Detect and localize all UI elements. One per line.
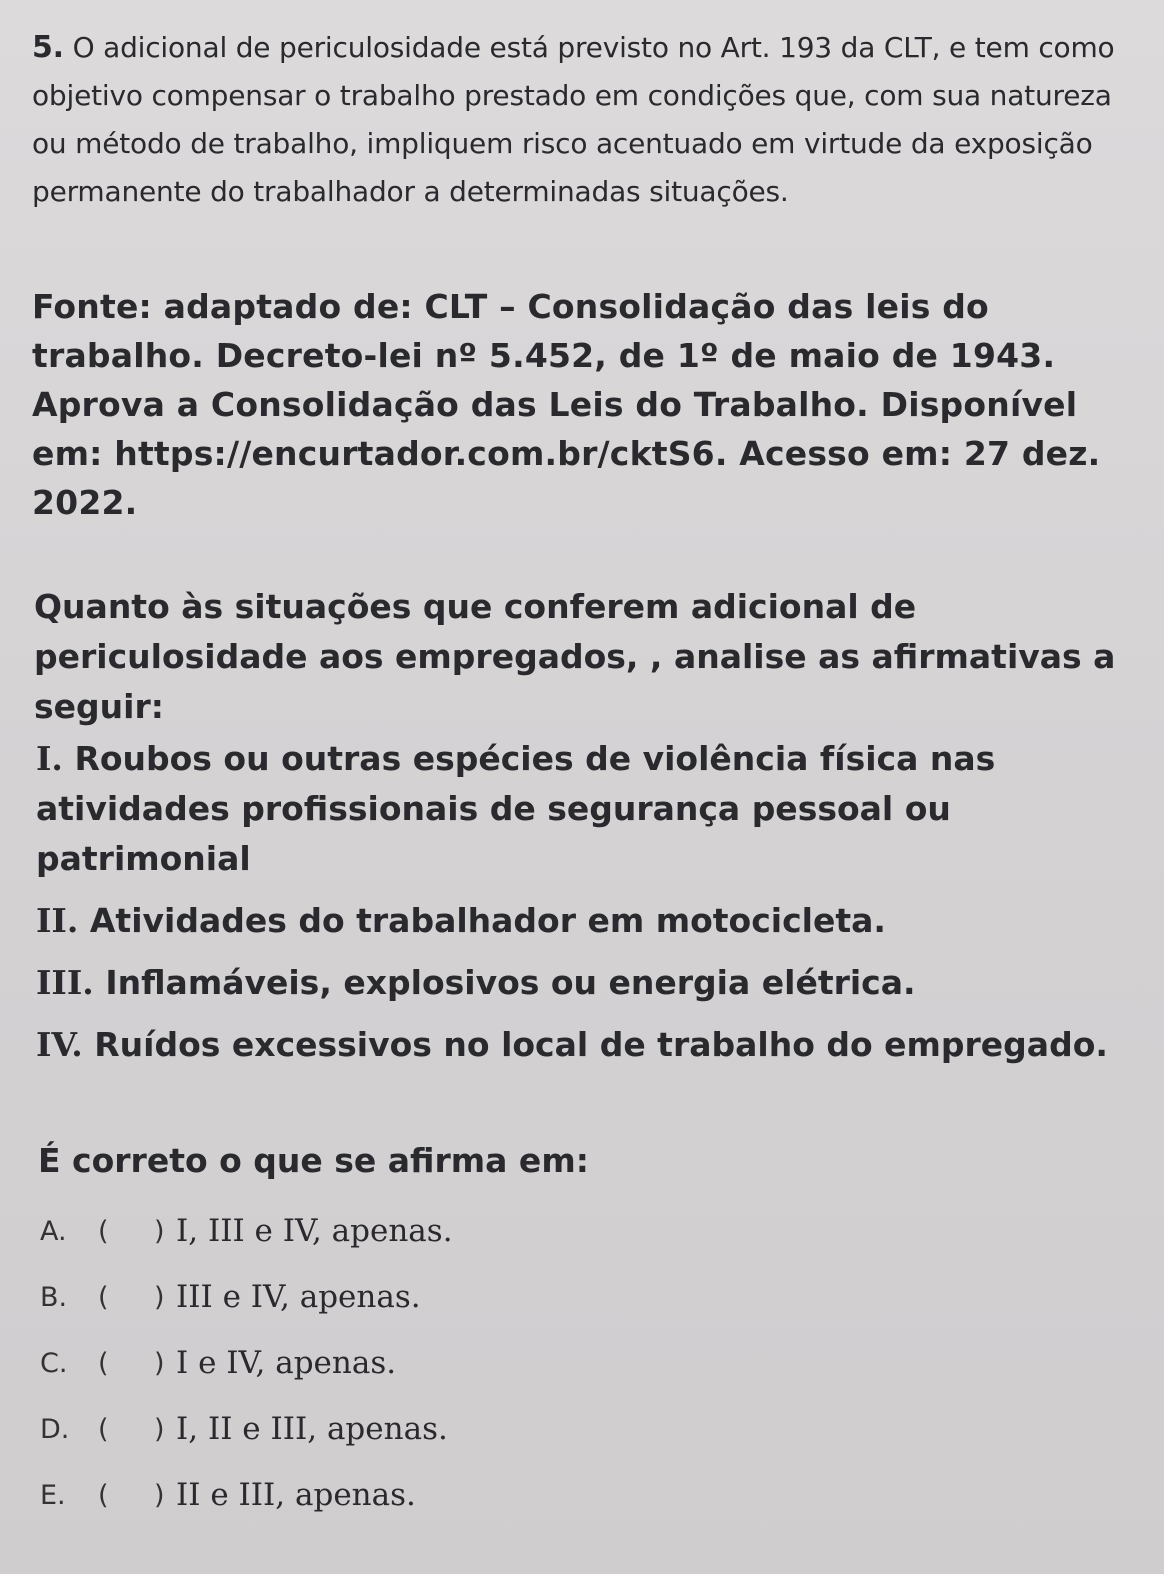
question-number: 5. [32, 30, 64, 65]
question-intro-text: O adicional de periculosidade está previsto no Art. 193 da CLT, e tem como objetivo compensar o trabalho prestado em condições que, com sua natureza ou método de trabalho, impliquem risco acentuado em virtude da exposição permanente do trabalhador a determinadas situações. [32, 31, 1115, 208]
option-letter: A. [40, 1215, 67, 1247]
source-citation: Fonte: adaptado de: CLT – Consolidação das leis do trabalho. Decreto-lei nº 5.452, de 1º de maio de 1943. Aprova a Consolidação das Leis do Trabalho. Disponível em: https://encurtador.com.br/cktS6. Acesso em: 27 dez. 2022. [32, 287, 1101, 522]
option-text: I, II e III, apenas. [176, 1411, 448, 1447]
statement-item [36, 958, 1146, 1008]
option-checkbox-close: ) [154, 1215, 165, 1247]
option-checkbox-close: ) [154, 1479, 165, 1511]
option-checkbox-open[interactable]: ( [98, 1413, 109, 1445]
option-checkbox-open[interactable]: ( [98, 1281, 109, 1313]
statement-numeral: I. [36, 739, 63, 778]
question-prompt: Quanto às situações que conferem adicional de periculosidade aos empregados, , analise as afirmativas a seguir: [34, 587, 1116, 726]
statement-numeral: III. [36, 963, 94, 1002]
option-letter: D. [40, 1413, 70, 1445]
statement-text: Atividades do trabalhador em motocicleta. [89, 901, 886, 940]
answer-options [40, 1198, 1040, 1528]
question-intro [32, 24, 1142, 216]
statement-item [36, 896, 1146, 946]
option-checkbox-open[interactable]: ( [98, 1215, 109, 1247]
option-text: I e IV, apenas. [176, 1345, 397, 1381]
statement-text: Ruídos excessivos no local de trabalho do empregado. [94, 1025, 1108, 1064]
option-b[interactable] [40, 1264, 1040, 1330]
option-a[interactable] [40, 1198, 1040, 1264]
statement-item [36, 1020, 1146, 1070]
option-checkbox-close: ) [154, 1347, 165, 1379]
statement-numeral: II. [36, 901, 79, 940]
option-text: II e III, apenas. [176, 1477, 416, 1513]
statement-text: Inflamáveis, explosivos ou energia elétrica. [105, 963, 916, 1002]
option-d[interactable] [40, 1396, 1040, 1462]
option-e[interactable] [40, 1462, 1040, 1528]
statement-item [36, 734, 1146, 884]
option-checkbox-close: ) [154, 1413, 165, 1445]
option-checkbox-open[interactable]: ( [98, 1479, 109, 1511]
statement-list [36, 734, 1146, 1082]
option-text: I, III e IV, apenas. [176, 1213, 453, 1249]
option-c[interactable] [40, 1330, 1040, 1396]
statement-text: Roubos ou outras espécies de violência física nas atividades profissionais de segurança pessoal ou patrimonial [36, 739, 996, 878]
option-letter: C. [40, 1347, 68, 1379]
question-ask: É correto o que se afirma em: [38, 1141, 589, 1180]
option-letter: B. [40, 1281, 68, 1313]
option-checkbox-open[interactable]: ( [98, 1347, 109, 1379]
option-text: III e IV, apenas. [176, 1279, 421, 1315]
statement-numeral: IV. [36, 1025, 83, 1064]
option-letter: E. [40, 1479, 66, 1511]
option-checkbox-close: ) [154, 1281, 165, 1313]
